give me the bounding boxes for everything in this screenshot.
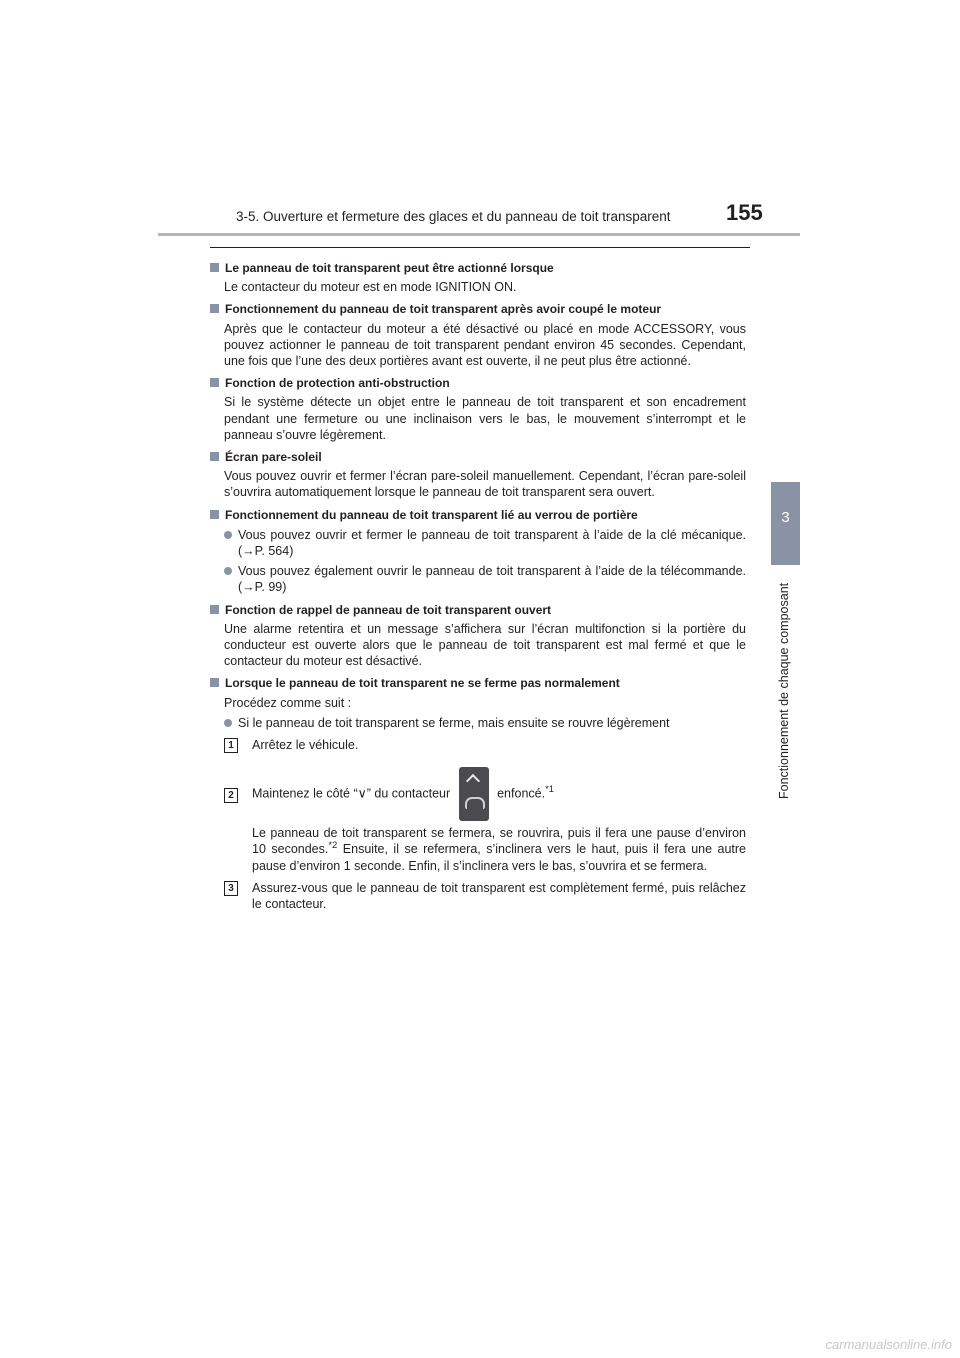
list-item <box>224 715 746 731</box>
step-3 <box>228 880 746 912</box>
bullet-dot-icon <box>224 719 232 727</box>
chapter-number: 3 <box>781 509 790 526</box>
step-2 <box>228 767 747 874</box>
section-heading <box>210 507 746 523</box>
step-detail-text: Ensuite, il se refermera, s’inclinera vers le haut, puis il fera une autre pause d’environ 1 seconde. Enfin, il s’inclinera vers le bas, s’ouvrira et se fermera. <box>252 842 747 873</box>
step-number: 2 <box>224 788 238 803</box>
step-text: Assurez-vous que le panneau de toit transparent est complètement fermé, puis relâchez le contacteur. <box>252 880 746 912</box>
chapter-label: Fonctionnement de chaque composant <box>777 582 791 799</box>
section-heading-text: Fonctionnement du panneau de toit transparent lié au verrou de portière <box>225 507 638 522</box>
square-marker-icon <box>210 263 219 272</box>
square-marker-icon <box>210 378 219 387</box>
square-marker-icon <box>210 678 219 687</box>
square-marker-icon <box>210 304 219 313</box>
section-heading-text: Lorsque le panneau de toit transparent ne se ferme pas normalement <box>225 676 620 691</box>
footnote-ref: *2 <box>328 840 338 852</box>
square-marker-icon <box>210 452 219 461</box>
section-heading <box>210 449 746 465</box>
bullet-dot-icon <box>224 531 232 539</box>
chevron-up-icon <box>466 774 480 788</box>
list-item <box>224 563 746 595</box>
section-text: Le contacteur du moteur est en mode IGNITION ON. <box>224 280 517 295</box>
footnote-ref: *1 <box>545 784 555 796</box>
step-number: 1 <box>224 738 238 753</box>
bullet-text: Si le panneau de toit transparent se ferme, mais ensuite se rouvre légèrement <box>238 715 670 730</box>
section-text: Procédez comme suit : <box>224 695 352 710</box>
square-marker-icon <box>210 605 219 614</box>
roof-switch-icon <box>459 767 489 821</box>
section-heading-text: Écran pare-soleil <box>225 450 322 465</box>
bullet-dot-icon <box>224 567 232 575</box>
bullet-text: Vous pouvez également ouvrir le panneau de toit transparent à l’aide de la télécommande. (→P. 99) <box>238 564 746 595</box>
section-heading-text: Fonction de protection anti-obstruction <box>225 376 450 391</box>
step-text: enfoncé. <box>497 786 546 801</box>
header-title: 3-5. Ouverture et fermeture des glaces et du panneau de toit transparent <box>236 209 671 224</box>
section-heading-text: Le panneau de toit transparent peut être actionné lorsque <box>225 261 554 275</box>
watermark-link[interactable]: carmanualsonline.info <box>825 1337 952 1352</box>
step-detail-text: Le panneau de toit transparent se fermera, se rouvrira, puis il fera une pause d’environ 10 secondes. <box>252 826 746 857</box>
step-detail <box>252 825 746 874</box>
section-heading <box>210 375 746 391</box>
section-text: Une alarme retentira et un message s’affichera sur l’écran multifonction si la portière du conducteur est ouverte alors que le panneau de toit transparent est mal fermé et que le contacteur du moteur est désactivé. <box>224 621 746 669</box>
square-marker-icon <box>210 510 219 519</box>
section-text: Si le système détecte un objet entre le panneau de toit transparent et son encadrement pendant une fermeture ou une inclinaison vers le bas, le mouvement s’interrompt et le panneau s’ouvre légèrement. <box>224 395 746 442</box>
section-heading <box>210 675 746 691</box>
section-heading-text: Fonction de rappel de panneau de toit transparent ouvert <box>225 602 552 617</box>
sunroof-icon <box>465 797 485 809</box>
content-rule <box>210 247 750 248</box>
step-text: Arrêtez le véhicule. <box>252 738 359 753</box>
step-1 <box>228 737 746 753</box>
section-heading <box>210 301 746 317</box>
section-text: Vous pouvez ouvrir et fermer l’écran pare-soleil manuellement. Cependant, l’écran pare-soleil s’ouvrira automatiquement lorsque le panneau de toit transparent sera ouvert. <box>224 469 746 500</box>
section-heading <box>210 260 746 276</box>
page-content <box>210 260 746 912</box>
bullet-text: Vous pouvez ouvrir et fermer le panneau de toit transparent à l’aide de la clé mécanique. (→P. 564) <box>238 527 746 559</box>
section-text: Après que le contacteur du moteur a été désactivé ou placé en mode ACCESSORY, vous pouvez actionner le panneau de toit transparent pendant environ 45 secondes. Cependant, une fois que l’une des deux portières avant est ouverte, il ne peut plus être actionné. <box>224 321 746 369</box>
list-item <box>224 527 746 559</box>
header-rule <box>158 233 800 236</box>
page-number: 155 <box>726 200 763 225</box>
section-heading <box>210 602 746 618</box>
step-text: Maintenez le côté “∨” du contacteur <box>252 786 451 801</box>
step-number: 3 <box>224 881 238 896</box>
section-heading-text: Fonctionnement du panneau de toit transparent après avoir coupé le moteur <box>225 302 662 317</box>
